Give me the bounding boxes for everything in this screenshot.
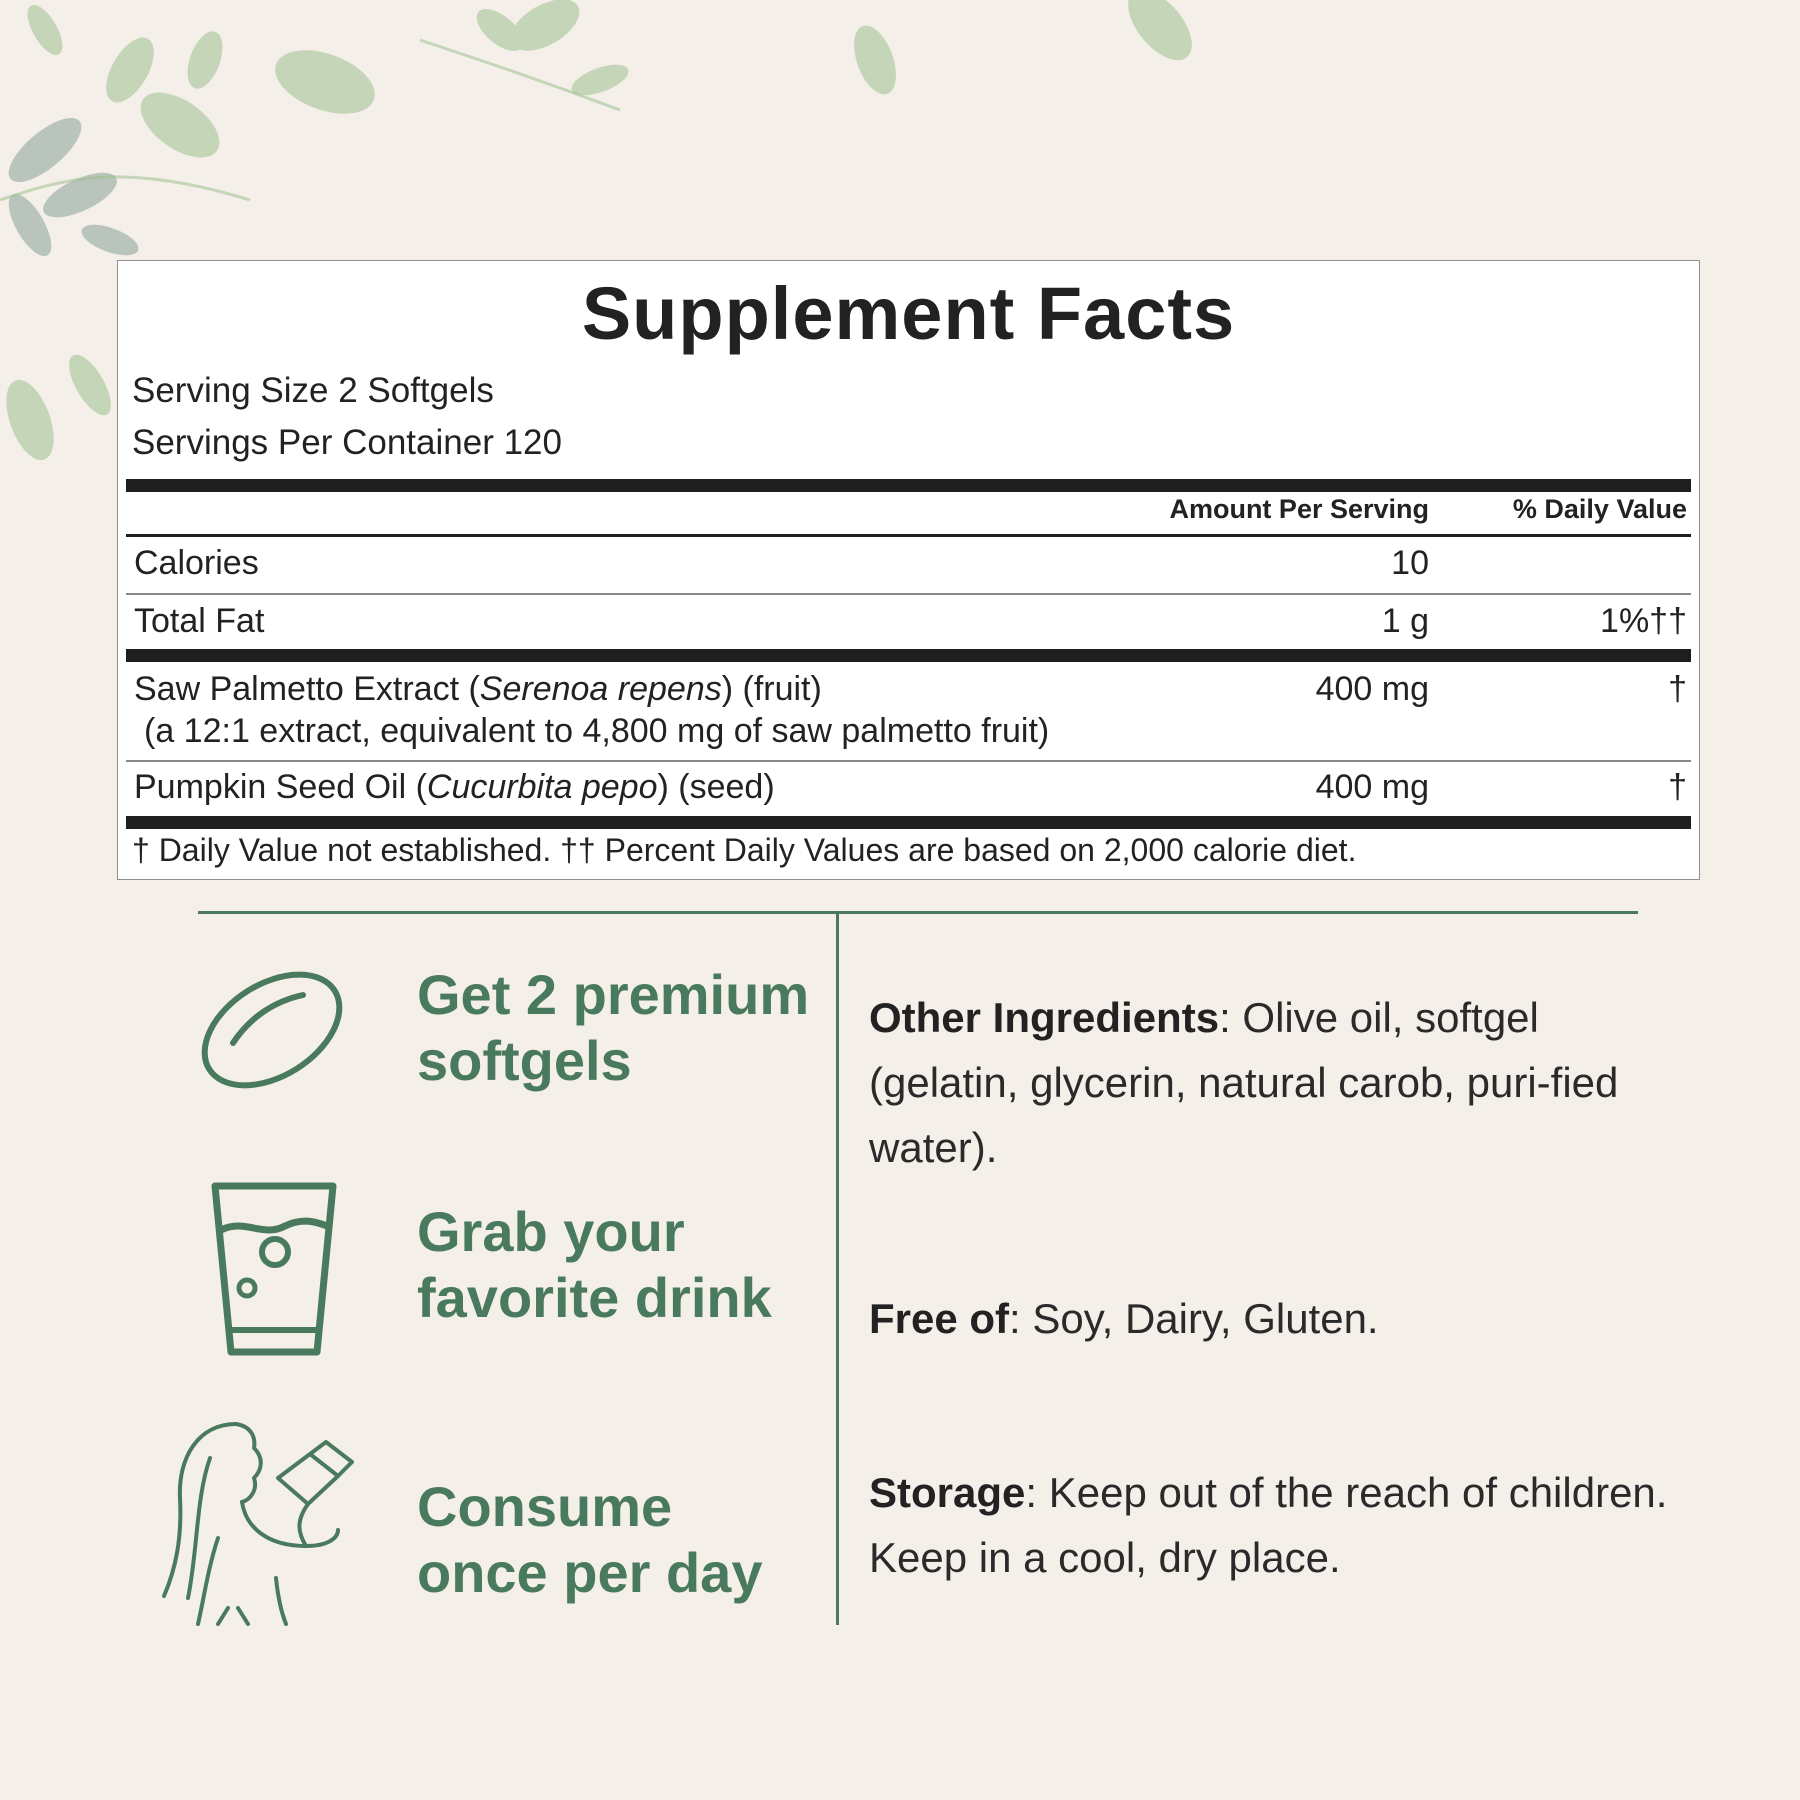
thick-divider bbox=[126, 816, 1691, 829]
other-ingredients-text: : Olive oil, softgel (gelatin, glycerin, natural carob, puri-fied water). bbox=[869, 994, 1619, 1171]
row-divider bbox=[126, 593, 1691, 595]
total-fat-dv: 1%†† bbox=[1600, 602, 1687, 640]
total-fat-label: Total Fat bbox=[134, 602, 265, 640]
section-divider-horizontal bbox=[198, 911, 1638, 914]
header-divider bbox=[126, 534, 1691, 537]
saw-palmetto-latin: Serenoa repens bbox=[479, 670, 722, 708]
calories-label: Calories bbox=[134, 544, 259, 582]
daily-value-header: % Daily Value bbox=[1512, 494, 1687, 524]
free-of-text: : Soy, Dairy, Gluten. bbox=[1009, 1295, 1379, 1342]
pumpkin-seed-amount: 400 mg bbox=[1315, 768, 1429, 806]
saw-palmetto-label: Saw Palmetto Extract (Serenoa repens) (fruit) bbox=[134, 670, 822, 708]
supplement-facts-panel bbox=[117, 260, 1700, 880]
free-of-label: Free of bbox=[869, 1295, 1010, 1342]
total-fat-amount: 1 g bbox=[1381, 602, 1429, 640]
storage-label: Storage bbox=[869, 1469, 1026, 1516]
serving-size: Serving Size 2 Softgels bbox=[132, 371, 494, 410]
storage-text: : Keep out of the reach of children. Keep in a cool, dry place. bbox=[869, 1469, 1668, 1581]
saw-palmetto-amount: 400 mg bbox=[1315, 670, 1429, 708]
calories-amount: 10 bbox=[1391, 544, 1429, 582]
pumpkin-seed-latin: Cucurbita pepo bbox=[426, 768, 658, 806]
step-3-text: Consume once per day bbox=[417, 1475, 763, 1604]
supplement-facts-title: Supplement Facts bbox=[581, 272, 1236, 355]
footnote: † Daily Value not established. †† Percent Daily Values are based on 2,000 calorie diet. bbox=[132, 832, 1357, 868]
other-ingredients-label: Other Ingredients bbox=[869, 994, 1220, 1041]
amount-per-serving-header: Amount Per Serving bbox=[1169, 494, 1429, 524]
softgel-icon bbox=[195, 965, 350, 1095]
free-of bbox=[869, 1286, 1669, 1351]
saw-palmetto-dv: † bbox=[1668, 670, 1687, 708]
step-2-text: Grab your favorite drink bbox=[417, 1200, 772, 1329]
servings-per-container: Servings Per Container 120 bbox=[132, 423, 562, 462]
section-divider-vertical bbox=[836, 913, 839, 1625]
woman-drinking-icon bbox=[158, 1418, 398, 1626]
step-1-text: Get 2 premium softgels bbox=[417, 963, 810, 1092]
pumpkin-seed-label: Pumpkin Seed Oil (Cucurbita pepo) (seed) bbox=[134, 768, 775, 806]
other-ingredients bbox=[869, 985, 1669, 1180]
thick-divider bbox=[126, 649, 1691, 662]
glass-icon bbox=[205, 1180, 345, 1360]
thick-divider bbox=[126, 479, 1691, 492]
storage bbox=[869, 1460, 1669, 1590]
pumpkin-seed-dv: † bbox=[1668, 768, 1687, 806]
row-divider bbox=[126, 760, 1691, 762]
saw-palmetto-note: (a 12:1 extract, equivalent to 4,800 mg of saw palmetto fruit) bbox=[144, 712, 1050, 750]
